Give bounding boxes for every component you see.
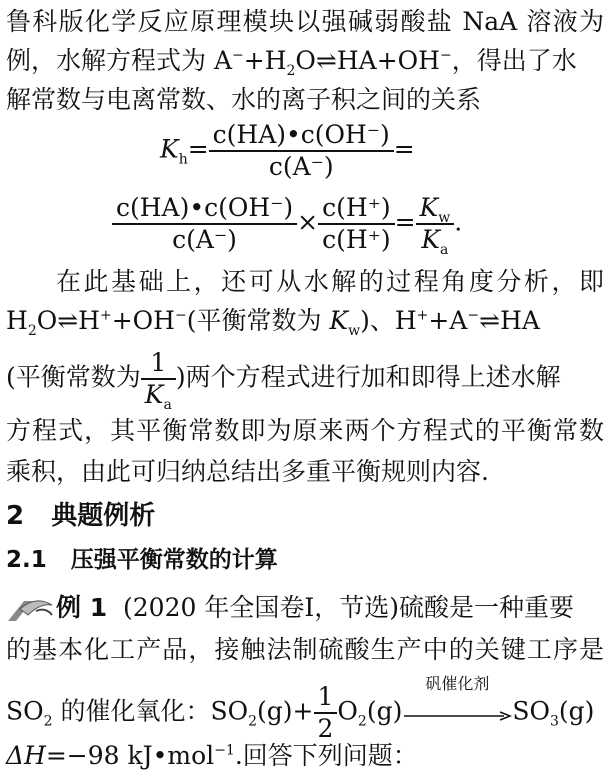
para2-line5: 乘积，由此可归纳总结出多重平衡规则内容.	[6, 457, 489, 486]
equation-expansion: $\frac{c(HA)•c(OH^-)}{c(A^-)}$ × $\frac{c(H^+)}{c(H^+)}$ = $\frac{K_w}{K_a}$ .	[112, 193, 512, 255]
fraction-2: $\frac{c(HA)•c(OH^-)}{c(A^-)}$	[112, 193, 297, 255]
para1-line2: 例，水解方程式为 $A^-+H_2O\rightleftharpoons HA+OH^-$，得出了水	[6, 46, 577, 79]
fraction-1-over-ka: $\frac{1}{K_a}$	[141, 348, 176, 410]
fraction-one-half: $\frac{1}{2}$	[314, 682, 338, 744]
example-line1: 例 1 (2020 年全国卷Ⅰ，节选)硫酸是一种重要	[6, 592, 604, 625]
para2-line4: 方程式，其平衡常数即为原来两个方程式的平衡常数	[6, 416, 604, 445]
section-heading: 2 典题例析	[6, 501, 156, 531]
example-pen-icon	[6, 595, 56, 625]
example-label: 例 1	[56, 593, 108, 622]
para2-line3: (平衡常数为 $\frac{1}{K_a}$ )两个方程式进行加和即得上述水解	[6, 348, 561, 413]
example-line4: ΔH=−98 kJ•mol$^{-1}$.回答下列问题：	[6, 741, 418, 770]
fraction-4: $\frac{K_w}{K_a}$	[416, 193, 455, 255]
para1-line3: 解常数与电离常数、水的离子积之间的关系	[6, 85, 482, 114]
fraction-1: $\frac{c(HA)•c(OH^-)}{c(A^-)}$	[209, 120, 394, 182]
fraction-3: $\frac{c(H^+)}{c(H^+)}$	[318, 193, 395, 255]
para1-line1: 鲁科版化学反应原理模块以强碱弱酸盐 NaA 溶液为	[6, 7, 604, 36]
example-line3: $SO_2$ 的催化氧化：$SO_2(g)+$ $\frac{1}{2}$ $O_2(g)$ 矾催化剂 $SO_3(g)$	[6, 674, 595, 743]
equation-kh: $K_h=$ $\frac{c(HA)•c(OH^-)}{c(A^-)}$ =	[160, 120, 415, 181]
reaction-arrow	[402, 674, 512, 723]
catalyst-label: 矾催化剂	[425, 674, 490, 693]
subsection-heading: 2.1 压强平衡常数的计算	[6, 547, 278, 573]
para2-line1: 在此基础上，还可从水解的过程角度分析，即	[56, 267, 604, 296]
para2-line2: $H_2O\rightleftharpoons H^++OH^-$(平衡常数为 $K_w$)、H++A−⇌HA	[6, 306, 540, 339]
example-line2: 的基本化工产品，接触法制硫酸生产中的关键工序是	[6, 635, 604, 664]
